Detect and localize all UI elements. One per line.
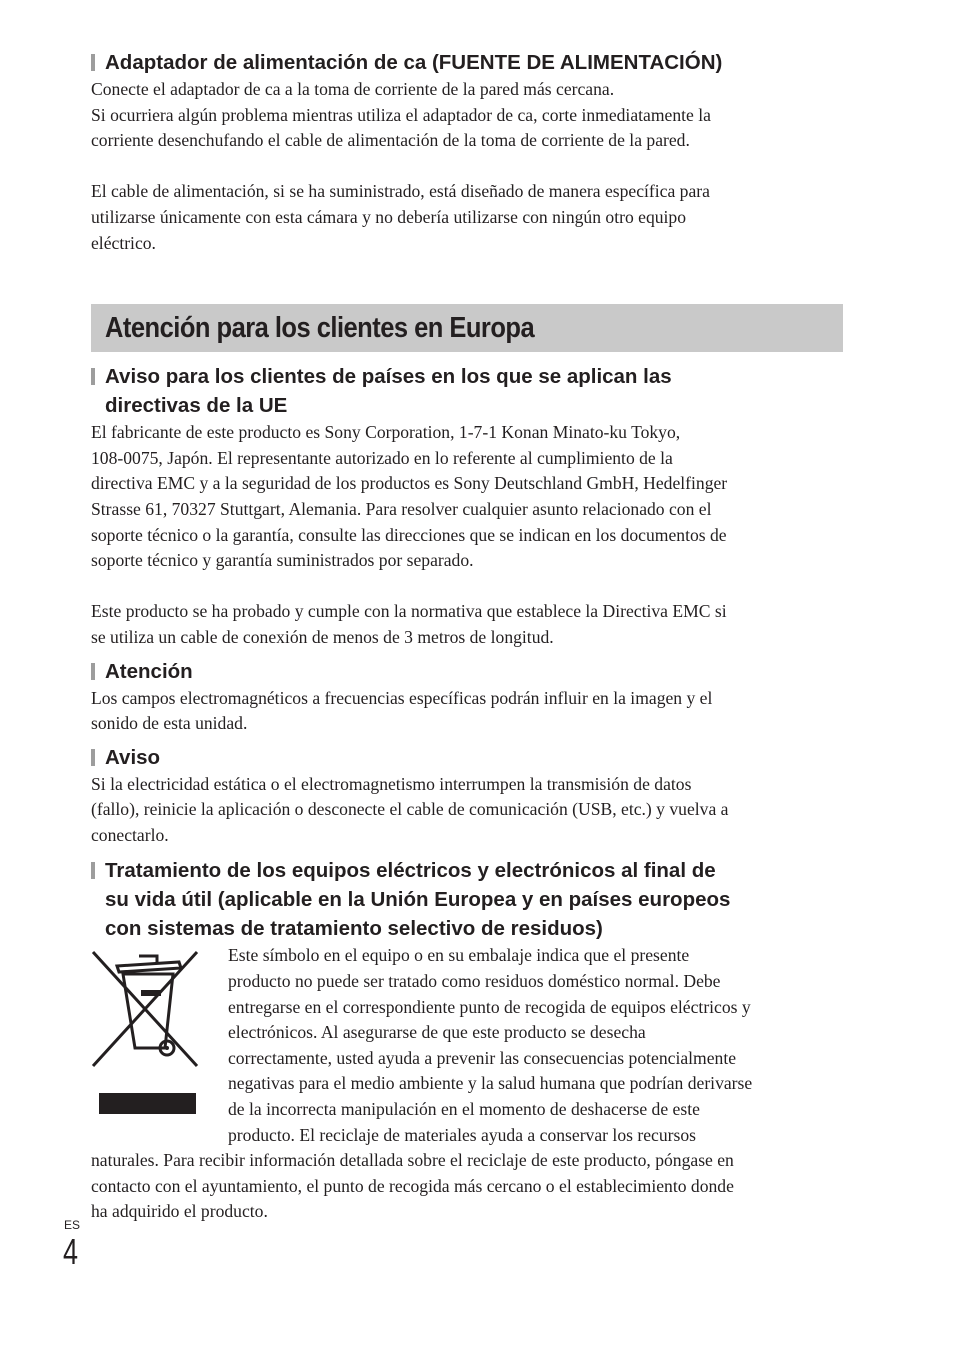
eu-line-2: 108-0075, Japón. El representante autorizado en lo referente al cumplimiento de la [91,447,673,468]
weee-side-line-1: Este símbolo en el equipo o en su embalaje indica que el presente [228,945,690,966]
weee-side-line-5: correctamente, usted ayuda a prevenir las consecuencias potencialmente [228,1047,737,1068]
footer-page-number: 4 [63,1231,79,1272]
eu-line-5: soporte técnico o la garantía, consulte las direcciones que se indican en los documentos de [91,524,727,545]
weee-side-line-2: producto no puede ser tratado como residuos doméstico normal. Debe [228,971,721,992]
heading-weee [91,856,843,943]
notice-line-1: Si la electricidad estática o el electromagnetismo interrumpen la transmisión de datos [91,773,692,794]
heading-eu-notice [91,362,843,420]
section-banner [91,304,843,352]
attention-line-1: Los campos electromagnéticos a frecuencias específicas podrán influir en la imagen y el [91,687,713,708]
eu-line-3: directiva EMC y a la seguridad de los productos es Sony Deutschland GmbH, Hedelfinger [91,473,728,494]
emc-line-1: Este producto se ha probado y cumple con la normativa que establece la Directiva EMC si [91,601,727,622]
notice-line-2: (fallo), reinicie la aplicación o desconecte el cable de comunicación (USB, etc.) y vuelva a [91,799,729,820]
weee-side-line-3: entregarse en el correspondiente punto de recogida de equipos eléctricos y [228,996,751,1017]
adapter-cable-line-2: utilizarse únicamente con esta cámara y no debería utilizarse con ningún otro equipo [91,206,687,227]
footer-language-code: ES [64,1218,81,1232]
heading-eu-notice-line-1: Aviso para los clientes de países en los que se aplican las [105,365,672,389]
document-page [91,48,843,1225]
eu-line-4: Strasse 61, 70327 Stuttgart, Alemania. Para resolver cualquier asunto relacionado con el [91,498,712,519]
heading-attention: Atención [91,657,843,686]
notice-line-3: conectarlo. [91,824,169,845]
eu-line-6: soporte técnico y garantía suministrados por separado. [91,550,474,571]
attention-line-2: sonido de esta unidad. [91,713,248,734]
emc-line-2: se utiliza un cable de conexión de menos de 3 metros de longitud. [91,626,554,647]
heading-weee-line-1: Tratamiento de los equipos eléctricos y electrónicos al final de [105,859,716,883]
weee-side-line-6: negativas para el medio ambiente y la salud humana que podrían derivarse [228,1073,753,1094]
heading-notice: Aviso [91,743,843,772]
heading-weee-line-3: con sistemas de tratamiento selectivo de residuos) [105,917,603,941]
weee-side-line-4: electrónicos. Al asegurarse de que este producto se desecha [228,1022,646,1043]
adapter-line-2: Si ocurriera algún problema mientras utiliza el adaptador de ca, corte inmediatamente la [91,104,711,125]
adapter-cable-line-1: El cable de alimentación, si se ha suministrado, está diseñado de manera específica para [91,181,710,202]
weee-side-text [228,943,843,1148]
weee-full-line-3: ha adquirido el producto. [91,1201,268,1222]
adapter-line-1: Conecte el adaptador de ca a la toma de corriente de la pared más cercana. [91,79,615,99]
section-banner-title: Atención para los clientes en Europa [105,311,535,344]
weee-full-line-1: naturales. Para recibir información detallada sobre el reciclaje de este producto, póngase en [91,1150,734,1171]
adapter-line-3: corriente desenchufando el cable de alimentación de la toma de corriente de la pared. [91,130,690,151]
weee-side-line-8: producto. El reciclaje de materiales ayuda a conservar los recursos [228,1124,696,1145]
adapter-cable-line-3: eléctrico. [91,232,156,253]
heading-adapter: Adaptador de alimentación de ca (FUENTE DE ALIMENTACIÓN) [91,48,843,77]
heading-eu-notice-line-2: directivas de la UE [105,394,288,418]
weee-full-line-2: contacto con el ayuntamiento, el punto de recogida más cercano o el establecimiento donde [91,1175,734,1196]
heading-weee-line-2: su vida útil (aplicable en la Unión Europea y en países europeos [105,888,731,912]
crossed-out-wheeled-bin-icon [91,948,199,1114]
eu-line-1: El fabricante de este producto es Sony Corporation, 1-7-1 Konan Minato-ku Tokyo, [91,422,681,443]
weee-side-line-7: de la incorrecta manipulación en el momento de deshacerse de este [228,1099,700,1120]
weee-block [91,943,843,1225]
